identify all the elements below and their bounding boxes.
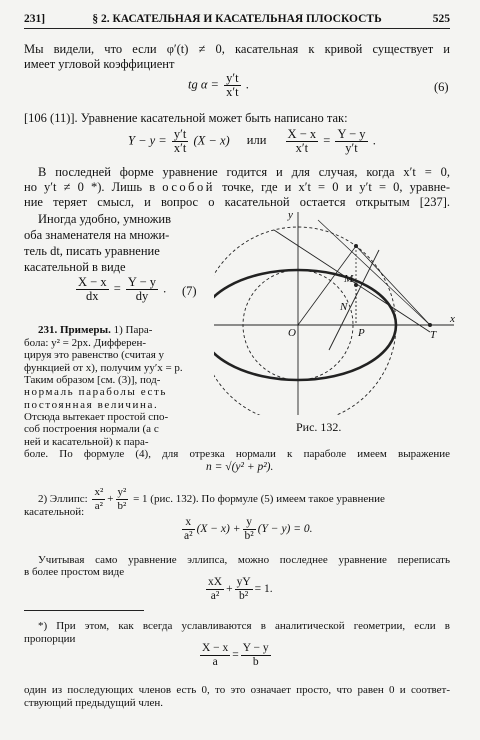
- point-circle: [354, 244, 358, 248]
- text-line: ней и касательной) к пара-: [24, 436, 149, 448]
- label-y: y: [288, 210, 293, 221]
- text-line: нормаль параболы есть: [24, 386, 168, 398]
- text-line: имеет угловой коэффициент: [24, 57, 175, 71]
- text-line: Мы видели, что если φ′(t) ≠ 0, касательная к кривой существует и: [24, 42, 450, 56]
- eq6-lhs: tg α =: [188, 77, 219, 92]
- text-line: 2) Эллипс: $\frac{\text{x²}}{\text{a²}}$ + $\frac{\text{y²}}{\text{b²}}$ = 1 (рис. 132). По формуле (5) имеем такое уравнение: [38, 486, 385, 512]
- equation-number: (7): [182, 284, 197, 298]
- text-line: цируя это равенство (считая y: [24, 349, 165, 361]
- running-header: [24, 13, 450, 27]
- text-line: Иногда удобно, умножив: [38, 212, 171, 226]
- figure-caption: Рис. 132.: [296, 420, 342, 434]
- footnote-proportion: $\frac{X - x}{a}$ = $\frac{Y - y}{b}$: [202, 642, 269, 668]
- text-line: боле. По формуле (4), для отрезка нормали к параболе имеем выражение: [24, 448, 450, 460]
- text-line: касательной:: [24, 506, 85, 518]
- text-line: оба знаменателя на множи-: [24, 228, 170, 242]
- label-P: P: [358, 327, 365, 339]
- label-T: T: [430, 329, 437, 341]
- eq6-fraction: $\frac{y't}{x't}$: [226, 71, 239, 99]
- header-left: 231]: [24, 13, 46, 25]
- text-line: тель dt, писать уравнение: [24, 244, 160, 258]
- page-number: 525: [432, 13, 450, 25]
- text-line: постоянная величина.: [24, 399, 159, 411]
- footnote-line: пропорции: [24, 633, 76, 645]
- text-line: но y′t ≠ 0 *). Лишь в особой точке, где и x′t = 0 и y′t = 0, уравне-: [24, 180, 450, 194]
- equation-number: (6): [434, 80, 449, 94]
- ellipse-tangent-equation: $\frac{x}{\text{a²}}$ (X − x) + $\frac{y}{\text{b²}}$ (Y − y) = 0.: [184, 516, 313, 542]
- normal-length-formula: n = √(y² + p²).: [206, 461, 274, 473]
- diagonal-line: [318, 220, 430, 325]
- text-line: Таким образом [см. (3)], под-: [24, 374, 161, 386]
- text-line: соб построения нормали (а с: [24, 423, 159, 435]
- text-line: [106 (11)]. Уравнение касательной может быть написано так:: [24, 111, 348, 125]
- label-N: N: [340, 301, 348, 313]
- tangent-equation: Y − y = $\frac{y't}{x't}$ (X − x) или $\frac{X - x}{x't}$ = $\frac{Y - y}{y't}$ .: [128, 127, 376, 155]
- text-line: Учитывая само уравнение эллипса, можно последнее уравнение переписать: [38, 554, 450, 566]
- auxiliary-circle-outer: [214, 227, 396, 415]
- footnote-line: *) При этом, как всегда уславливаются в аналитической геометрии, если в: [38, 620, 450, 632]
- equation-7: $\frac{X - x}{dx}$ = $\frac{Y - y}{dy}$ .: [78, 275, 167, 303]
- normal-line: [329, 250, 379, 350]
- text-line: В последней форме уравнение годится и для случая, когда x′t = 0,: [38, 165, 450, 179]
- label-x: x: [450, 313, 455, 325]
- footnote-rule: [24, 610, 144, 611]
- text-line: функцией от x), получим yy′x = p.: [24, 362, 183, 374]
- footnote-line: один из последующих членов есть 0, то это означает просто, что равен 0 и соответ-: [24, 684, 450, 696]
- point-M: [354, 283, 358, 287]
- text-line: 231. Примеры. 1) Пара-: [38, 324, 153, 336]
- text-line: бола: y² = 2px. Дифферен-: [24, 337, 147, 349]
- point-T: [428, 323, 432, 327]
- text-line: ние теряет смысл, и вопрос о касательной остается открытым [237].: [24, 195, 450, 209]
- figure-132: [214, 210, 472, 415]
- header-rule: [24, 28, 450, 29]
- text-line: Отсюда вытекает простой спо-: [24, 411, 169, 423]
- header-title: § 2. КАСАТЕЛЬНАЯ И КАСАТЕЛЬНАЯ ПЛОСКОСТЬ: [92, 13, 382, 25]
- label-M: M: [344, 273, 354, 285]
- footnote-line: ствующий предыдущий член.: [24, 697, 163, 709]
- text-line: в более простом виде: [24, 566, 125, 578]
- label-O: O: [288, 327, 296, 339]
- ellipse-tangent-simple: $\frac{xX}{\text{a²}}$ + $\frac{yY}{\text{b²}}$ = 1.: [208, 576, 273, 602]
- text-line: касательной в виде: [24, 260, 126, 274]
- equation-6: tg α = $\frac{y't}{x't}$ .: [188, 71, 249, 99]
